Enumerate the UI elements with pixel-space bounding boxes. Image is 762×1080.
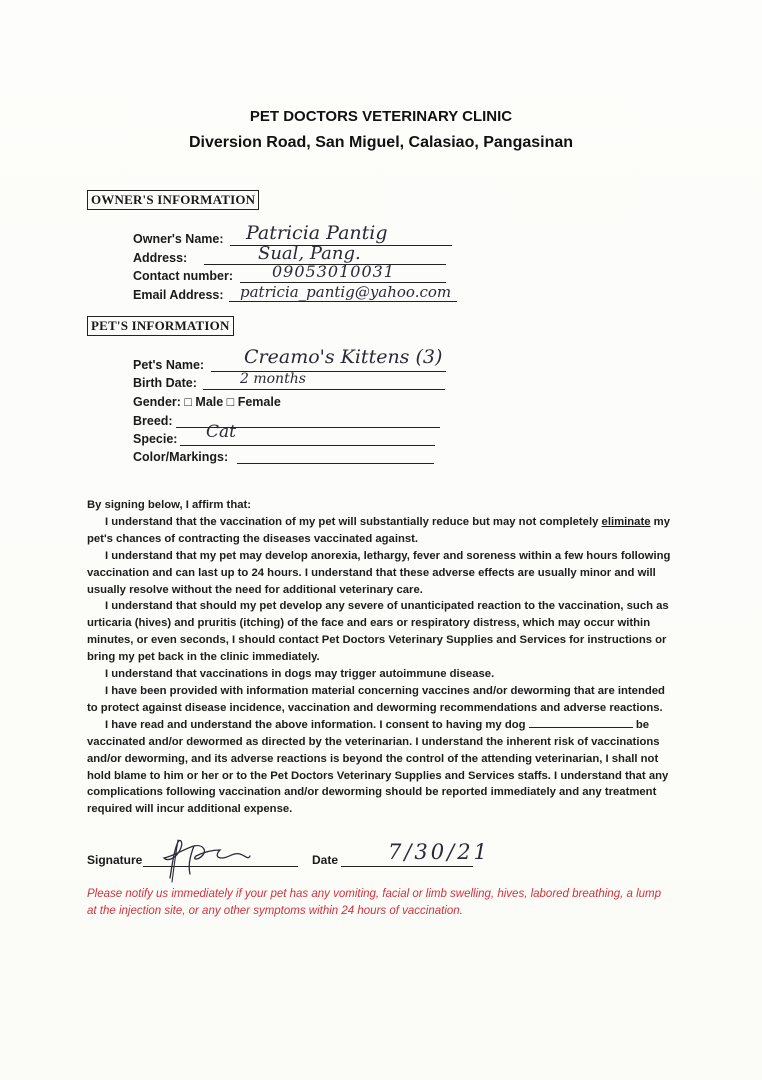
consent-statement	[87, 497, 677, 818]
owner-name-value[interactable]: Patricia Pantig	[246, 222, 388, 244]
consent-p1-part-a: I understand that the vaccination of my pet will substantially reduce but may not completely	[105, 515, 602, 528]
breed-label: Breed:	[133, 414, 173, 428]
consent-paragraph-4: I understand that vaccinations in dogs may trigger autoimmune disease.	[105, 668, 495, 681]
specie-line	[180, 445, 435, 446]
consent-p1-part-b: my pet's chances of contracting the diseases vaccinated against.	[87, 515, 670, 545]
signature-label: Signature	[87, 853, 143, 867]
email-label: Email Address:	[133, 288, 224, 302]
gender-options[interactable]: Gender: □ Male □ Female	[133, 395, 281, 409]
contact-number-label: Contact number:	[133, 269, 233, 283]
consent-intro: By signing below, I affirm that:	[87, 499, 252, 511]
contact-number-value[interactable]: 09053010031	[272, 262, 395, 281]
address-label: Address:	[133, 251, 188, 265]
clinic-name: PET DOCTORS VETERINARY CLINIC	[249, 108, 513, 125]
consent-paragraph-3: I understand that should my pet develop any severe of unanticipated reaction to the vaccination, such as urticaria (hives) and pruritis (itching) of the face and ears or respiratory distress, which may occur within minutes, or even seconds, I should contact Pet Doctors Veterinary Supplies and Services for instructions or bring my pet back in the clinic immediately.	[87, 600, 669, 664]
birth-date-line	[203, 389, 445, 390]
email-value[interactable]: patricia_pantig@yahoo.com	[240, 283, 452, 301]
specie-value[interactable]: Cat	[206, 422, 236, 442]
pet-name-value[interactable]: Creamo's Kittens (3)	[244, 346, 443, 368]
consent-p6-part-b: be vaccinated and/or dewormed as directed by the veterinarian. I understand the inherent risk of vaccinations and/or deworming, and its adverse reactions is beyond the control of the attending veterinarian, I shall not hold blame to him or her or to the Pet Doctors Veterinary Supplies and Services staffs. I understand that any complications following vaccination and/or deworming should be reported immediately and any treatment required will incur additional expense.	[87, 718, 669, 816]
birth-date-value[interactable]: 2 months	[240, 371, 306, 387]
consent-paragraph-6	[87, 717, 677, 818]
consent-paragraph-5: I have been provided with information material concerning vaccines and/or deworming that are intended to protect against disease incidence, vaccination and deworming recommendations and adverse reactions.	[87, 684, 665, 714]
owner-name-label: Owner's Name:	[133, 232, 224, 246]
clinic-address: Diversion Road, San Miguel, Calasiao, Pangasinan	[188, 134, 574, 151]
date-value[interactable]: 7/30/21	[388, 840, 490, 864]
pet-section-heading: PET'S INFORMATION	[87, 316, 234, 336]
pet-name-label: Pet's Name:	[133, 358, 205, 372]
handwritten-signature[interactable]	[150, 836, 260, 886]
address-value[interactable]: Sual, Pang.	[258, 243, 361, 264]
color-markings-line	[237, 463, 434, 464]
consent-paragraph-2: I understand that my pet may develop anorexia, lethargy, fever and soreness within a few hours following vaccination and can last up to 24 hours. I understand that these adverse effects are usually minor and will usually resolve without the need for additional veterinary care.	[87, 549, 671, 596]
email-line	[229, 301, 457, 302]
post-vaccination-notice: Please notify us immediately if your pet has any vomiting, facial or limb swelling, hives, labored breathing, a lump at the injection site, or any other symptoms within 24 hours of vaccination.	[87, 888, 662, 917]
owner-section-heading: OWNER'S INFORMATION	[87, 190, 259, 210]
color-markings-label: Color/Markings:	[133, 450, 229, 464]
date-line	[341, 866, 473, 867]
consent-p1-underlined: eliminate	[601, 515, 651, 528]
date-label: Date	[312, 853, 339, 867]
dog-name-blank[interactable]	[529, 717, 633, 728]
birth-date-label: Birth Date:	[133, 376, 197, 390]
specie-label: Specie:	[133, 432, 178, 446]
consent-p6-part-a: I have read and understand the above information. I consent to having my dog	[105, 718, 529, 731]
consent-paragraph-1	[87, 514, 677, 548]
